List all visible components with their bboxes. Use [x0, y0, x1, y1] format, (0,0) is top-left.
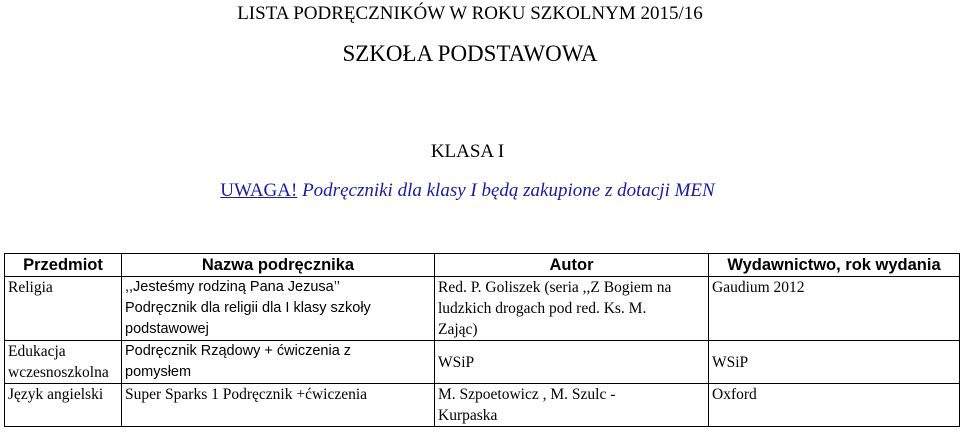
author-line: ludzkich drogach pod red. Ks. M. [438, 300, 647, 317]
column-header-book: Nazwa podręcznika [122, 254, 435, 277]
author-line: Zając) [438, 321, 478, 338]
book-line: Podręcznik dla religii dla I klasy szkoły [125, 300, 371, 316]
table-row [5, 341, 960, 384]
author-cell [435, 384, 709, 427]
author-cell: WSiP [435, 341, 709, 384]
school-level-heading: SZKOŁA PODSTAWOWA [342, 41, 598, 66]
funding-note [0, 180, 935, 202]
publisher-cell: Gaudium 2012 [709, 277, 960, 341]
document-title: LISTA PODRĘCZNIKÓW W ROKU SZKOLNYM 2015/16 [237, 3, 703, 24]
book-cell [122, 277, 435, 341]
author-cell [435, 277, 709, 341]
author-line: Red. P. Goliszek (seria ,,Z Bogiem na [438, 279, 672, 296]
book-line: pomysłem [125, 364, 192, 380]
table-row [5, 277, 960, 341]
book-line: Podręcznik Rządowy + ćwiczenia z [125, 343, 352, 359]
publisher-cell: Oxford [709, 384, 960, 427]
publisher-cell: WSiP [709, 341, 960, 384]
book-cell: Super Sparks 1 Podręcznik +ćwiczenia [122, 384, 435, 427]
subject-cell [5, 341, 122, 384]
textbook-table [4, 253, 960, 427]
note-warning-label: UWAGA! [220, 180, 298, 201]
book-line: podstawowej [125, 321, 209, 337]
book-line: ,,Jesteśmy rodziną Pana Jezusa’’ [125, 279, 340, 295]
column-header-publisher: Wydawnictwo, rok wydania [709, 254, 960, 277]
column-header-author: Autor [435, 254, 709, 277]
subject-cell: Język angielski [5, 384, 122, 427]
subject-cell: Religia [5, 277, 122, 341]
column-header-subject: Przedmiot [5, 254, 122, 277]
note-text: Podręczniki dla klasy I będą zakupione z dotacji MEN [297, 180, 715, 201]
table-header-row [5, 254, 960, 277]
table-row [5, 384, 960, 427]
author-line: M. Szpoetowicz , M. Szulc - [438, 386, 616, 403]
class-heading: KLASA I [430, 141, 505, 162]
subject-line: wczesnoszkolna [8, 364, 109, 381]
author-line: Kurpaska [438, 407, 498, 424]
book-cell [122, 341, 435, 384]
subject-line: Edukacja [8, 343, 66, 360]
